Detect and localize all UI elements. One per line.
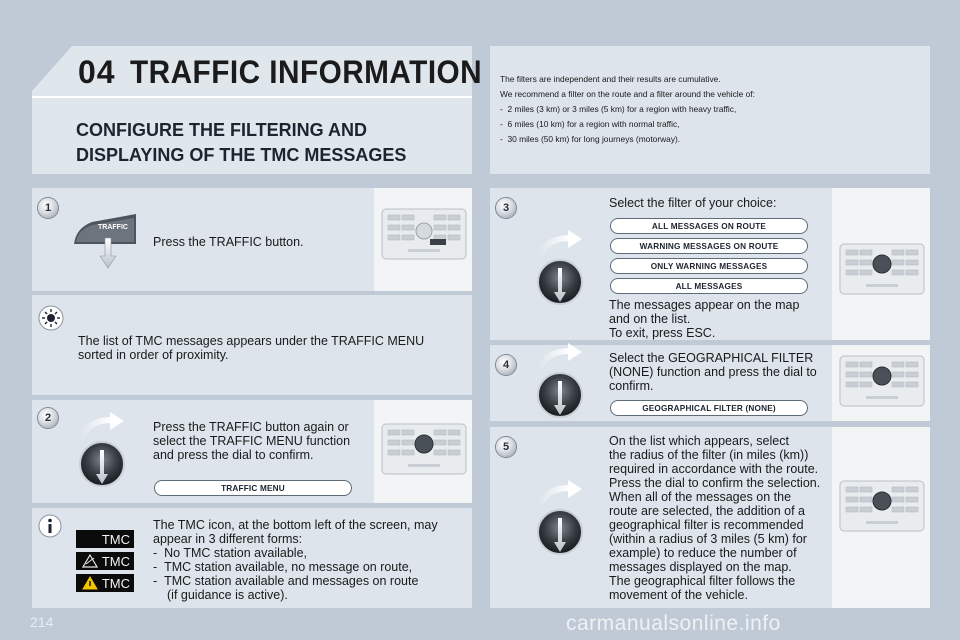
step2-badge: 2	[38, 408, 58, 428]
rotary-dial-icon	[530, 480, 596, 571]
step1-text: Press the TRAFFIC button.	[153, 235, 304, 249]
header-divider	[32, 96, 472, 98]
step1-console-icon	[380, 203, 468, 268]
option-warning-messages-on-route[interactable]: WARNING MESSAGES ON ROUTE	[610, 238, 808, 254]
step3-text: The messages appear on the map and on the list. To exit, press ESC.	[609, 298, 800, 340]
step3-heading: Select the filter of your choice:	[609, 196, 777, 210]
info-text: The TMC icon, at the bottom left of the screen, may appear in 3 different forms: - No TMC station available, - TMC station available, no message on route, - TMC station available and messages on route (if guidance is active).	[153, 518, 438, 602]
step4-text: Select the GEOGRAPHICAL FILTER (NONE) function and press the dial to confirm.	[609, 351, 817, 393]
option-all-messages[interactable]: ALL MESSAGES	[610, 278, 808, 294]
option-all-messages-on-route[interactable]: ALL MESSAGES ON ROUTE	[610, 218, 808, 234]
step3-console-icon	[838, 238, 926, 303]
step2-console-icon	[380, 418, 468, 483]
lightbulb-icon	[38, 305, 64, 336]
step1-badge: 1	[38, 198, 58, 218]
geographical-filter-pill[interactable]: GEOGRAPHICAL FILTER (NONE)	[610, 400, 808, 416]
traffic-button-illustration	[70, 210, 140, 270]
chapter-number: 04	[78, 54, 116, 90]
step2-text: Press the TRAFFIC button again or select the TRAFFIC MENU function and press the dial to confirm.	[153, 420, 351, 462]
step4-console-icon	[838, 350, 926, 415]
option-only-warning-messages[interactable]: ONLY WARNING MESSAGES	[610, 258, 808, 274]
step3-badge: 3	[496, 198, 516, 218]
rotary-dial-icon	[530, 230, 596, 321]
step4-badge: 4	[496, 355, 516, 375]
section-subtitle: CONFIGURE THE FILTERING AND DISPLAYING OF THE TMC MESSAGES	[76, 120, 407, 165]
tmc-badge-no-station: TMC	[76, 530, 134, 548]
rotary-dial-icon	[530, 343, 596, 434]
step5-text: On the list which appears, select the radius of the filter (in miles (km)) required in accordance with the route. Press the dial to confirm the selection. When all of the messages on the route are selected, the addition of a geographical filter is recommended (within a radius of 3 miles (5 km) for example) to reduce the number of messages displayed on the map. The geographical filter follows the movement of the vehicle.	[609, 434, 821, 602]
traffic-menu-pill[interactable]: TRAFFIC MENU	[154, 480, 352, 496]
rotary-dial-icon	[72, 412, 138, 503]
step5-console-icon	[838, 475, 926, 540]
page-number: 214	[30, 614, 54, 630]
info-icon	[38, 514, 62, 543]
traffic-button-label[interactable]: TRAFFIC	[98, 224, 128, 231]
step5-badge: 5	[496, 437, 516, 457]
chapter-title: TRAFFIC INFORMATION	[130, 54, 483, 90]
tip-text: The list of TMC messages appears under the TRAFFIC MENU sorted in order of proximity.	[78, 334, 425, 362]
watermark: carmanualsonline.info	[566, 612, 781, 635]
tmc-badge-messages: TMC	[76, 574, 134, 592]
intro-text: The filters are independent and their results are cumulative. We recommend a filter on the route and a filter around the vehicle of: - 2 miles (3 km) or 3 miles (5 km) for a region with heavy traffic, - 6 miles (10 km) for a region with normal traffic, - 30 miles (50 km) for long journeys (motorway).	[500, 74, 755, 144]
tmc-badge-no-message: TMC	[76, 552, 134, 570]
